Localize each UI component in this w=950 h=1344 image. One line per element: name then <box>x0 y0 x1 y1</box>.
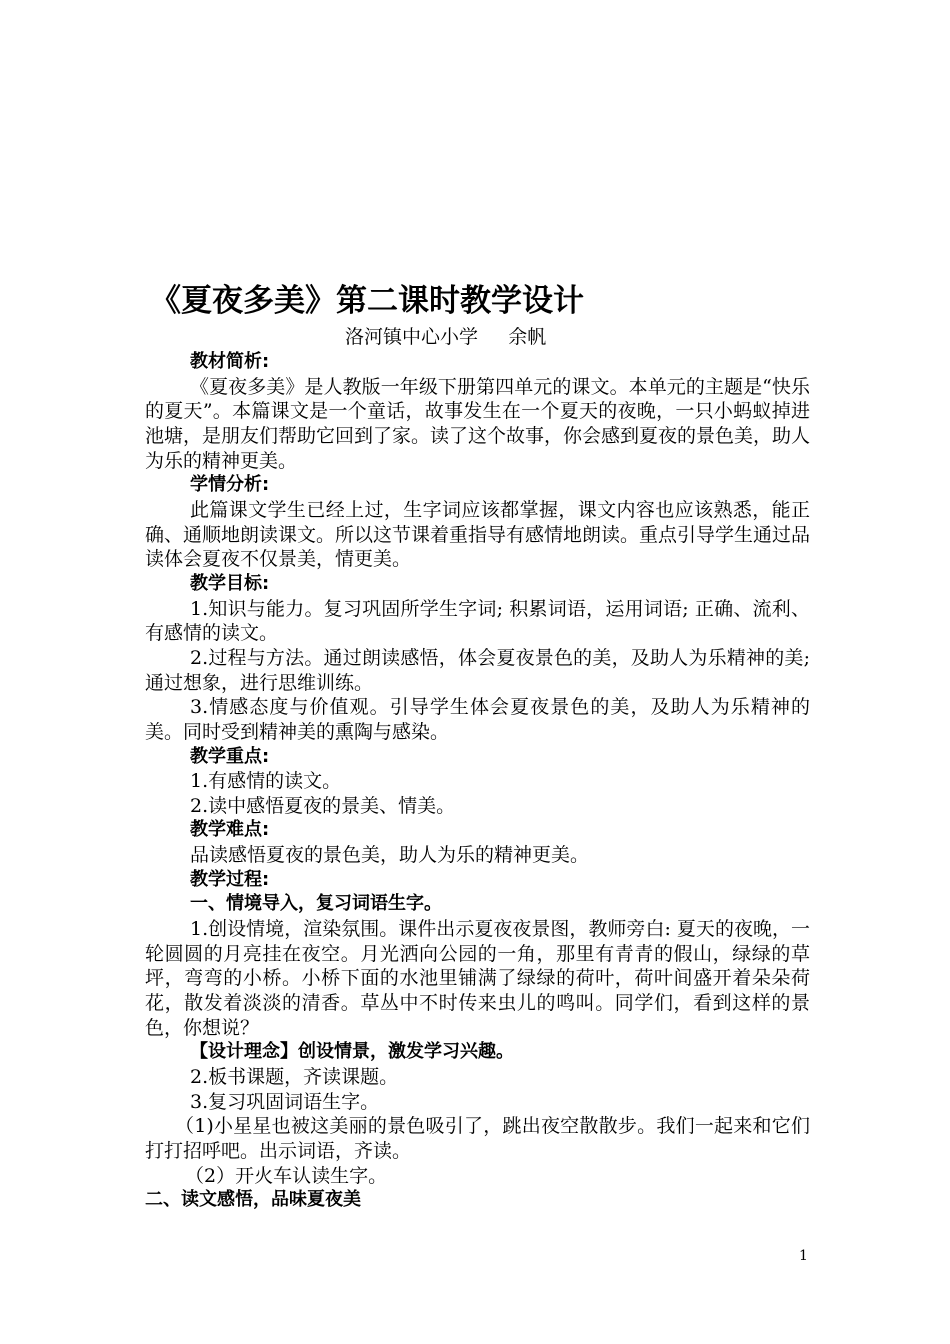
section-heading-process: 教学过程: <box>190 868 270 890</box>
paragraph-material: 《夏夜多美》是人教版一年级下册第四单元的课文。本单元的主题是“快乐的夏天”。本篇课文是一个童话，故事发生在一个夏天的夜晚，一只小蚂蚁掉进池塘，是朋友们帮助它回到了家。读了这个故事，你会感到夏夜的景色美，助人为乐的精神更美。 <box>145 375 811 472</box>
paragraph-difficulty: 品读感悟夏夜的景色美，助人为乐的精神更美。 <box>190 844 590 867</box>
paragraph-student: 此篇课文学生已经上过，生字词应该都掌握，课文内容也应该熟悉，能正确、通顺地朗读课文。所以这节课着重指导有感情地朗读。重点引导学生通过品读体会夏夜不仅景美，情更美。 <box>145 498 811 571</box>
section-heading-key: 教学重点: <box>190 745 270 767</box>
goal-item: 3.情感态度与价值观。引导学生体会夏夜景色的美，及助人为乐精神的美。同时受到精神美的熏陶与感染。 <box>145 696 810 743</box>
section-heading-goals: 教学目标: <box>190 572 270 594</box>
key-item: 2.读中感悟夏夜的景美、情美。 <box>190 794 456 817</box>
page-number: 1 <box>799 1248 808 1264</box>
step-subitem: （2）开火车认读生字。 <box>185 1164 388 1187</box>
step-item: 2.板书课题，齐读课题。 <box>190 1066 399 1089</box>
page-title: 《夏夜多美》第二课时教学设计 <box>150 283 584 319</box>
paragraph-step1: 1.创设情境，渲染氛围。课件出示夏夜夜景图，教师旁白: 夏天的夜晚，一轮圆圆的月亮挂在夜空。月光洒向公园的一角，那里有青青的假山，绿绿的草坪，弯弯的小桥。小桥下面的水池里铺满了绿绿的荷叶，荷叶间盛开着朵朵荷花，散发着淡淡的清香。草丛中不时传来虫儿的鸣叫。同学们，看到这样的景色，你想说？ <box>145 918 810 1039</box>
step-subitem: （1)小星星也被这美丽的景色吸引了，跳出夜空散散步。我们一起来和它们打打招呼吧。出示词语，齐读。 <box>145 1115 810 1162</box>
section-heading-material: 教材简析: <box>190 351 270 372</box>
section-heading-student: 学情分析: <box>190 474 270 496</box>
author-line: 洛河镇中心小学 余帆 <box>345 326 547 348</box>
step-heading: 一、情境导入，复习词语生字。 <box>190 893 442 915</box>
goal-item: 2.过程与方法。通过朗读感悟，体会夏夜景色的美，及助人为乐精神的美; 通过想象，进行思维训练。 <box>145 646 810 694</box>
section-heading-difficulty: 教学难点: <box>190 819 270 841</box>
step-heading: 二、读文感悟，品味夏夜美 <box>145 1189 361 1211</box>
goal-item: 1.知识与能力。复习巩固所学生字词; 积累词语，运用词语; 正确、流利、有感情的读文。 <box>145 597 810 645</box>
design-note: 【设计理念】创设情景，激发学习兴趣。 <box>190 1041 514 1063</box>
step-item: 3.复习巩固词语生字。 <box>190 1090 380 1113</box>
key-item: 1.有感情的读文。 <box>190 770 342 793</box>
document-body <box>145 350 810 1213</box>
